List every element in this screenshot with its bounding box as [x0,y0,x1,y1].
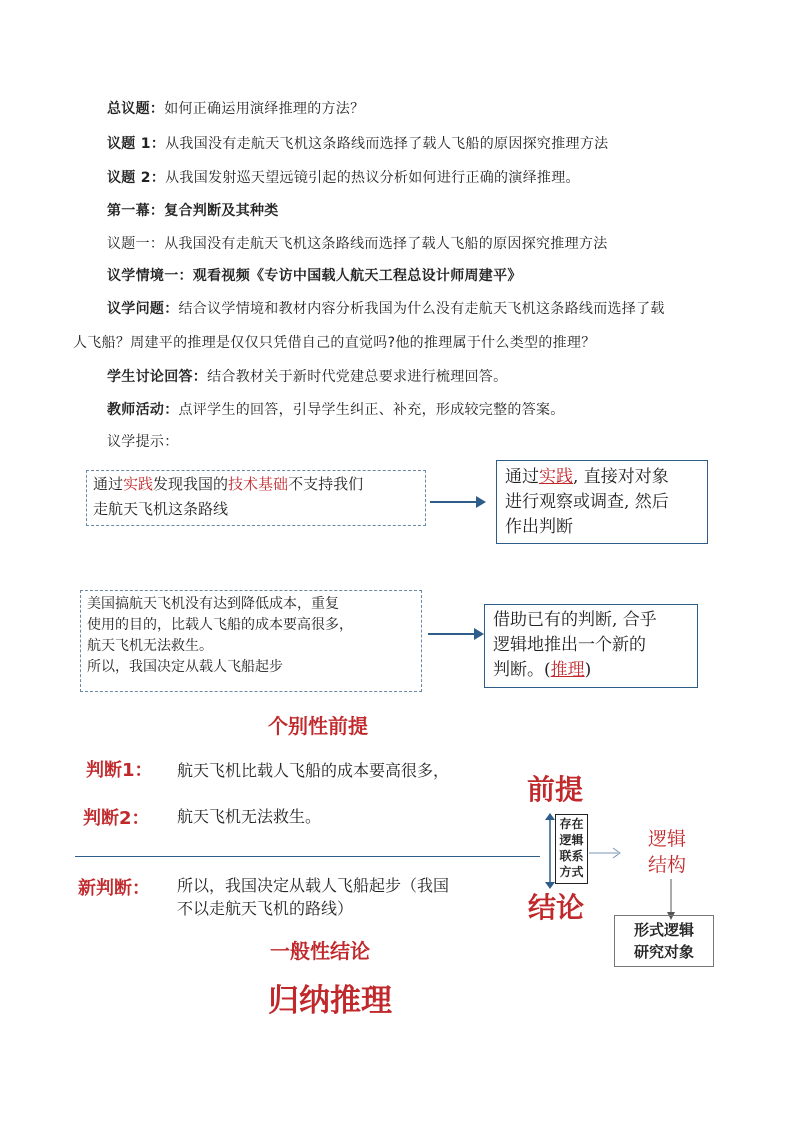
link-box-line-3: 联系 [559,849,584,863]
practice-example-line-1 [93,472,419,497]
teacher-text: 点评学生的回答，引导学生纠正、补充，形成较完整的答案。 [178,402,565,418]
new-judgment-label: 新判断： [78,878,150,899]
logical-link-box [555,814,588,884]
formal-logic-box [614,915,714,967]
topic-one-text: 议题一：从我国没有走航天飞机这条路线而选择了载人飞船的原因探究推理方法 [107,236,608,252]
general-conclusion-title: 一般性结论 [270,939,370,963]
direct-judgment-line-3: 作出判断 [505,517,573,537]
box1-text-1: 通过 [93,475,124,493]
topic-1-text: 从我国没有走航天飞机这条路线而选择了载人飞船的原因探究推理方法 [165,136,609,152]
divider-line [75,856,540,857]
scenario-one: 议学情境一：观看视频《专访中国载人航天工程总设计师周建平》 [107,268,522,284]
box1-text-3: 发现我国的 [153,475,229,493]
box2-practice: 实践 [539,467,573,487]
question-continued: 人飞船？周建平的推理是仅仅只凭借自己的直觉吗?他的推理属于什么类型的推理？ [73,335,596,351]
us-shuttle-example-box [80,590,422,692]
arrow-right-icon [588,846,628,860]
inference-definition-box [484,604,698,688]
arrow-right-icon [426,626,486,642]
logic-structure-line-1: 逻辑 [648,828,687,850]
direct-judgment-box [496,460,708,544]
inductive-reasoning-title: 归纳推理 [268,983,392,1019]
main-topic-label: 总议题： [107,101,165,117]
us-shuttle-line-1: 美国搞航天飞机没有达到降低成本，重复 [87,596,339,612]
box1-practice: 实践 [123,475,154,493]
inference-line-1: 借助已有的判断, 合乎 [493,610,657,630]
new-judgment-line-2: 不以走航天飞机的路线） [177,899,354,918]
act-one-heading: 第一幕：复合判断及其种类 [107,203,279,219]
us-shuttle-line-3: 航天飞机无法救生。 [87,638,213,654]
box1-text-5: 不支持我们 [288,475,364,493]
practice-example-line-2: 走航天飞机这条路线 [93,500,229,518]
direct-judgment-line-2: 进行观察或调查, 然后 [505,492,669,512]
inference-line-3-a: 判断。( [493,660,551,680]
teacher-label: 教师活动： [107,402,179,418]
topic-1-label: 议题 1： [107,136,166,152]
logic-structure-label [648,826,686,878]
hint-label: 议学提示： [107,434,179,450]
new-judgment-text [177,874,449,920]
formal-logic-line-1: 形式逻辑 [633,921,694,939]
conclusion-label: 结论 [528,891,585,924]
line-topic-1 [107,133,608,153]
practice-example-box [86,470,426,526]
logic-structure-line-2: 结构 [648,854,687,876]
topic-2-text: 从我国发射巡天望远镜引起的热议分析如何进行正确的演绎推理。 [165,170,580,186]
box2-text-3: , 直接对对象 [573,467,669,487]
student-text: 结合教材关于新时代党建总要求进行梳理回答。 [207,369,508,385]
student-label: 学生讨论回答： [107,369,208,385]
link-box-line-2: 逻辑 [559,833,584,847]
question-label: 议学问题： [107,301,179,317]
inference-term: 推理 [550,660,585,680]
us-shuttle-line-2: 使用的目的，比载人飞船的成本要高很多， [87,617,353,633]
inference-line-3-c: ) [584,660,592,680]
main-topic-text: 如何正确运用演绎推理的方法？ [164,101,365,117]
judgment-1-label: 判断1： [86,760,153,781]
judgment-2-text: 航天飞机无法救生。 [177,807,322,826]
inference-line-3 [493,658,689,683]
link-box-line-4: 方式 [559,865,584,879]
arrow-right-icon [428,494,488,510]
us-shuttle-line-4: 所以，我国决定从载人飞船起步 [87,659,283,675]
line-main-topic [107,98,364,118]
formal-logic-line-2: 研究对象 [633,943,694,961]
judgment-1-text: 航天飞机比载人飞船的成本要高很多， [177,761,450,780]
individual-premise-title: 个别性前提 [268,714,368,738]
line-topic-2 [107,167,580,187]
box2-text-1: 通过 [505,467,539,487]
new-judgment-line-1: 所以，我国决定从载人飞船起步（我国 [177,876,450,895]
topic-2-label: 议题 2： [107,170,166,186]
inference-line-2: 逻辑地推出一个新的 [493,635,646,655]
link-box-line-1: 存在 [559,817,584,831]
question-text: 结合议学情境和教材内容分析我国为什么没有走航天飞机这条路线而选择了载 [178,301,665,317]
direct-judgment-line-1 [505,465,699,490]
line-student [107,366,507,386]
judgment-2-label: 判断2： [83,808,150,829]
premise-label: 前提 [527,773,584,806]
line-question [107,298,665,318]
box1-tech-basis: 技术基础 [228,475,289,493]
line-teacher [107,399,565,419]
